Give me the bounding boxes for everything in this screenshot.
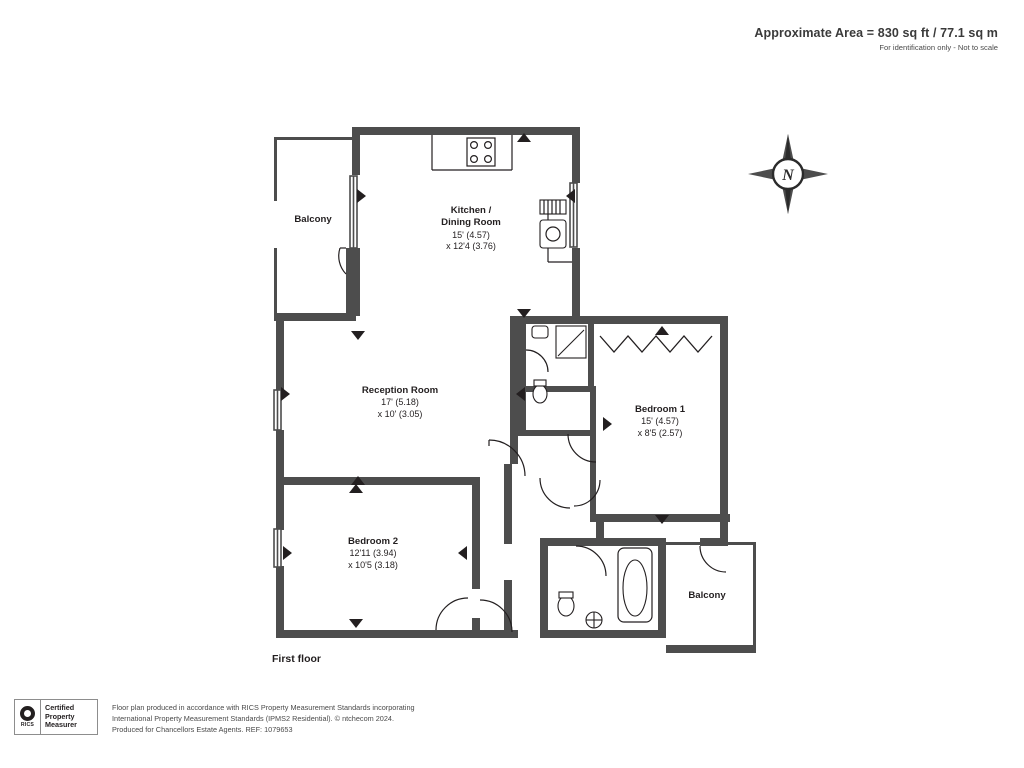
room-label-bedroom-1 bbox=[600, 404, 720, 439]
footer-note-line-3: Produced for Chancellors Estate Agents. REF: 1079653 bbox=[112, 724, 293, 734]
room-dimension-imperial: 15' (4.57) bbox=[641, 416, 679, 427]
room-dimension-metric: x 10' (3.05) bbox=[377, 408, 423, 419]
footer-note-line-2: International Property Measurement Standards (IPMS2 Residential). © ntchecom 2024. bbox=[112, 713, 394, 723]
room-name: Balcony bbox=[294, 214, 332, 225]
bedroom1-bay-window bbox=[600, 336, 712, 352]
footer-note-line-1: Floor plan produced in accordance with RICS Property Measurement Standards incorporating bbox=[112, 703, 415, 712]
rics-badge-line3: Measurer bbox=[45, 720, 77, 730]
room-label-balcony-top bbox=[283, 214, 343, 226]
room-dimension-imperial: 17' (5.18) bbox=[381, 397, 419, 408]
identification-disclaimer: For identification only - Not to scale bbox=[879, 43, 998, 52]
rics-certified-badge bbox=[14, 699, 98, 735]
rics-badge-text bbox=[41, 704, 77, 730]
rics-logo-text: RICS bbox=[20, 722, 35, 728]
bathroom-lower-fittings bbox=[558, 548, 652, 628]
compass-north-label: N bbox=[782, 167, 794, 184]
room-name: Reception Room bbox=[361, 385, 439, 396]
room-name: Bedroom 1 bbox=[634, 404, 686, 415]
room-dimension-imperial: 15' (4.57) bbox=[452, 229, 490, 240]
footer-disclaimer bbox=[112, 699, 415, 736]
rics-logo-circle bbox=[20, 706, 35, 721]
doors-layer bbox=[339, 248, 726, 632]
room-label-kitchen-dining bbox=[406, 205, 536, 253]
rics-badge-line2: Property bbox=[45, 711, 75, 721]
approximate-area-text: Approximate Area = 830 sq ft / 77.1 sq m bbox=[754, 26, 998, 40]
room-label-balcony-bottom bbox=[677, 590, 737, 602]
room-name-second-line: Dining Room bbox=[441, 217, 501, 229]
rics-logo-icon bbox=[15, 700, 41, 734]
room-label-bedroom-2 bbox=[313, 536, 433, 571]
floor-title: First floor bbox=[272, 653, 321, 665]
room-dimension-imperial: 12'11 (3.94) bbox=[349, 548, 397, 559]
room-dimension-metric: x 10'5 (3.18) bbox=[348, 559, 398, 570]
room-dimension-metric: x 8'5 (2.57) bbox=[637, 427, 683, 438]
room-name: Kitchen / bbox=[450, 205, 492, 216]
plan-footer bbox=[14, 699, 415, 736]
rics-badge-line1: Certified bbox=[45, 702, 75, 712]
room-dimension-metric: x 12'4 (3.76) bbox=[446, 241, 496, 252]
room-name: Bedroom 2 bbox=[347, 536, 399, 547]
room-label-reception-room bbox=[332, 385, 468, 420]
room-name: Balcony bbox=[688, 590, 726, 601]
